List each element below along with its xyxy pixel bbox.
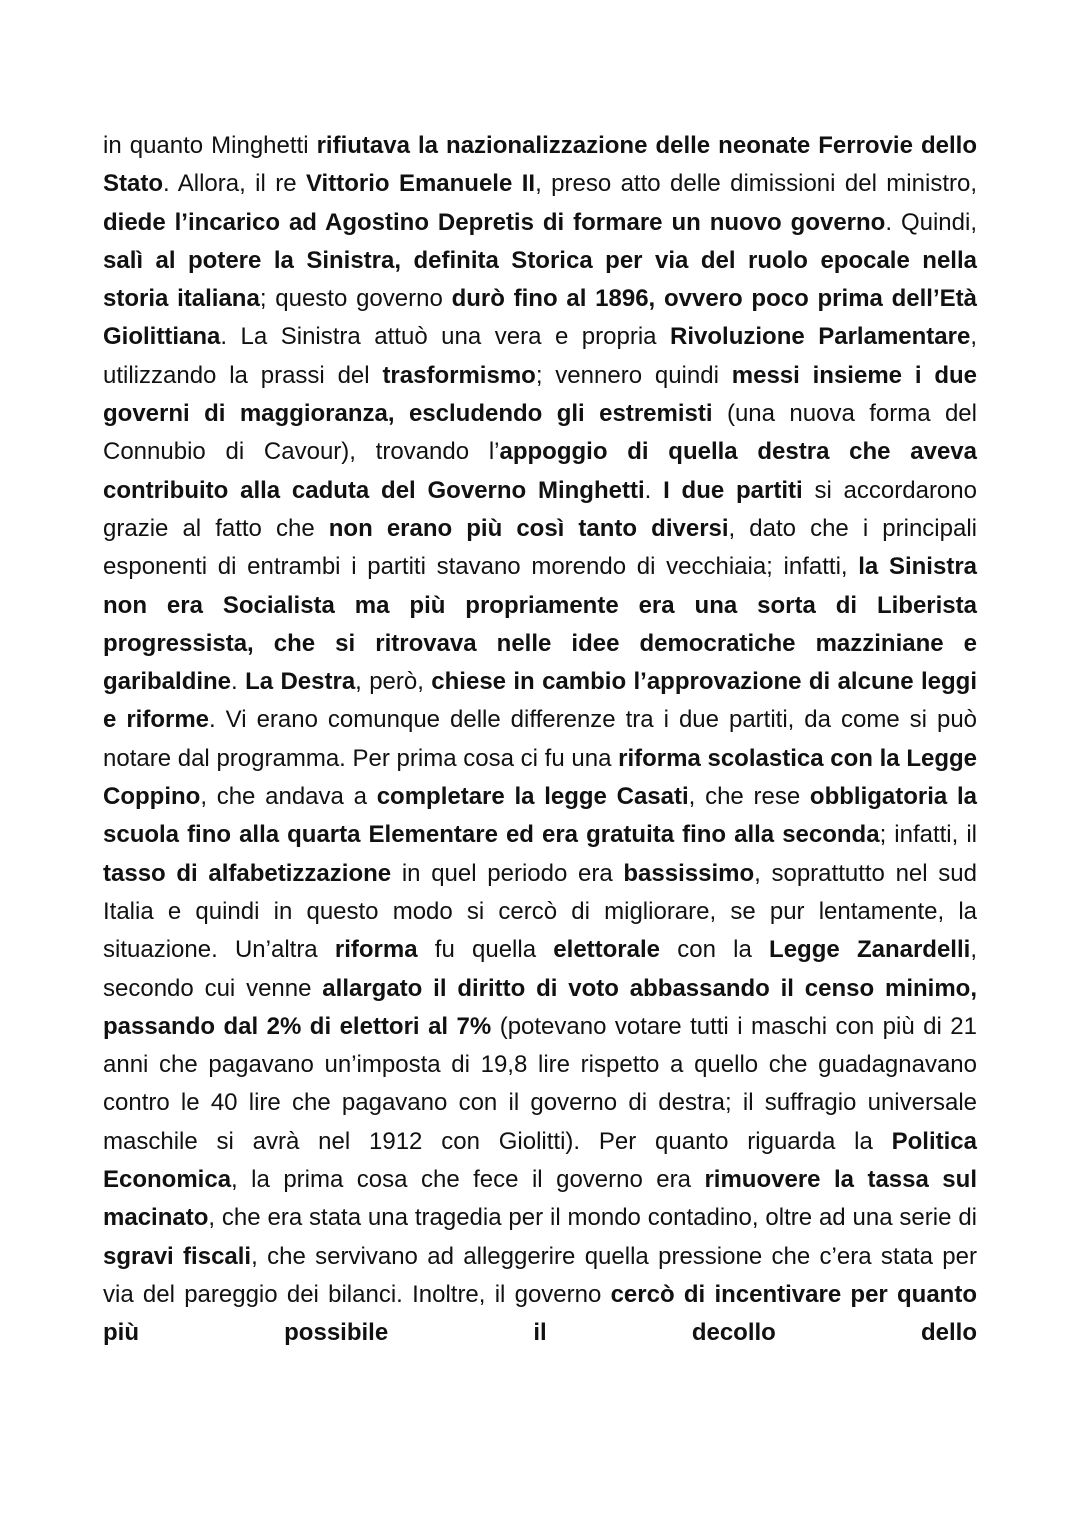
bold-text-run: durò fino al 1896, ovvero poco prima dell’Età Giolittiana (103, 285, 977, 351)
text-run: . (231, 668, 246, 696)
text-run: , che era stata una tragedia per il mondo contadino, oltre ad una serie di (208, 1204, 977, 1232)
text-run: . Allora, il re (163, 170, 306, 198)
text-run: ; vennero quindi (535, 361, 732, 389)
bold-text-run: Vittorio Emanuele II (305, 170, 536, 198)
bold-text-run: rimuovere la tassa sul macinato (103, 1166, 977, 1232)
text-run: si accordarono grazie al fatto che (103, 476, 977, 542)
bold-text-run: messi insieme i due governi di maggioranza, escludendo gli estremisti (103, 361, 977, 428)
bold-text-run: I due partiti (663, 476, 803, 504)
text-run: (una nuova forma del Connubio di Cavour), trovando l’ (103, 400, 977, 466)
text-run: con la (660, 936, 770, 964)
bold-text-run: rifiutava la nazionalizzazione delle neonate Ferrovie dello Stato (103, 132, 977, 198)
bold-text-run: trasformismo (382, 361, 536, 389)
text-run: , soprattutto nel sud Italia e quindi in questo modo si cercò di migliorare, se pur lentamente, la situazione. Un’altra (103, 859, 977, 964)
document-page (103, 127, 977, 1353)
text-run: , dato che i principali esponenti di entrambi i partiti stavano morendo di vecchiaia; infatti, (103, 514, 977, 581)
text-run: ; questo governo (259, 285, 452, 313)
text-run: . Vi erano comunque delle differenze tra i due partiti, da come si può notare dal programma. Per prima cosa ci fu una (103, 706, 978, 772)
bold-text-run: cercò di incentivare per quanto più possibile il decollo dello (103, 1280, 977, 1347)
text-run: fu quella (417, 936, 554, 964)
text-run: in quanto Minghetti (103, 132, 317, 159)
text-run: , secondo cui venne (103, 936, 977, 1002)
text-run: , che servivano ad alleggerire quella pressione che c’era stata per via del pareggio dei bilanci. Inoltre, il governo (103, 1242, 977, 1308)
bold-text-run: la Sinistra non era Socialista ma più propriamente era una sorta di Liberista progressista, che si ritrovava nelle idee democratiche mazziniane e garibaldine (103, 553, 978, 696)
text-run: . Quindi, (885, 208, 977, 236)
text-run: , che andava a (200, 783, 377, 811)
bold-text-run: chiese in cambio l’approvazione di alcune leggi e riforme (103, 668, 977, 734)
bold-text-run: riforma (334, 936, 418, 964)
text-run: , preso atto delle dimissioni del ministro, (535, 170, 977, 198)
bold-text-run: obbligatoria la scuola fino alla quarta Elementare ed era gratuita fino alla seconda (103, 783, 977, 849)
text-run: in quel periodo era (391, 859, 624, 887)
bold-text-run: salì al potere la Sinistra, definita Storica per via del ruolo epocale nella storia italiana (103, 246, 977, 313)
bold-text-run: Politica Economica (103, 1127, 977, 1194)
text-run: , utilizzando la prassi del (103, 323, 977, 389)
text-run: . La Sinistra attuò una vera e propria (220, 323, 671, 351)
bold-text-run: allargato il diritto di voto abbassando il censo minimo, passando dal 2% di elettori al 7% (103, 974, 978, 1040)
bold-text-run: completare la legge Casati (376, 783, 689, 811)
bold-text-run: Rivoluzione Parlamentare (670, 323, 971, 351)
bold-text-run: sgravi fiscali (103, 1242, 252, 1270)
text-run: (potevano votare tutti i maschi con più di 21 anni che pagavano un’imposta di 19,8 lire rispetto a quello che guadagnavano contro le 40 lire che pagavano con il governo di destra; il suffragio universale maschile si avrà nel 1912 con Giolitti). Per quanto riguarda la (103, 1012, 977, 1155)
bold-text-run: appoggio di quella destra che aveva contribuito alla caduta del Governo Minghetti (103, 438, 977, 504)
bold-text-run: riforma scolastica con la Legge Coppino (103, 744, 977, 811)
bold-text-run: non erano più così tanto diversi (328, 514, 729, 542)
bold-text-run: elettorale (553, 936, 661, 964)
bold-text-run: bassissimo (623, 859, 755, 887)
bold-text-run: La Destra (245, 668, 356, 696)
text-run: . (644, 476, 664, 504)
bold-text-run: tasso di alfabetizzazione (103, 859, 392, 887)
text-run: , però, (355, 668, 432, 696)
text-run: ; infatti, il (879, 821, 977, 849)
text-run: , che rese (688, 783, 810, 811)
bold-text-run: Legge Zanardelli (769, 936, 971, 964)
text-run: , la prima cosa che fece il governo era (231, 1166, 705, 1194)
bold-text-run: diede l’incarico ad Agostino Depretis di formare un nuovo governo (103, 208, 886, 236)
body-paragraph (103, 127, 977, 1353)
